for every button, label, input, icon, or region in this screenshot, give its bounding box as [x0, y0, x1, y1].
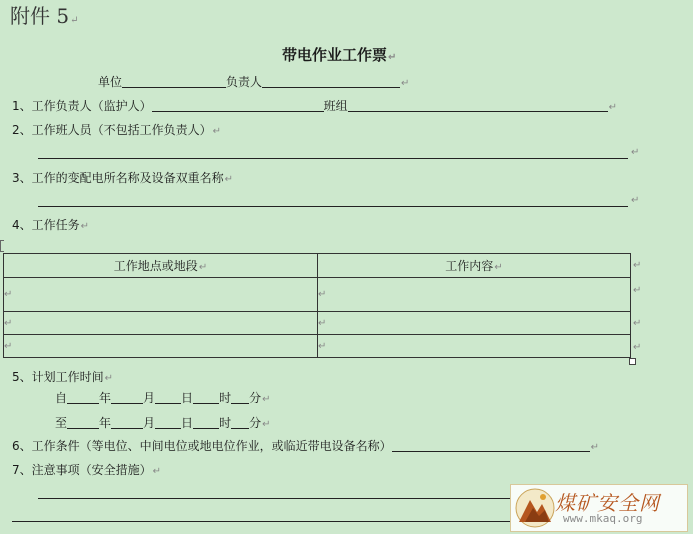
location-cell[interactable]: ↵	[4, 312, 318, 335]
header-line: 单位 负责人 ↵	[98, 75, 410, 89]
team-field[interactable]	[348, 99, 608, 112]
watermark-logo	[510, 484, 688, 532]
item-3-line: 3、工作的变配电所名称及设备双重名称↵	[12, 171, 234, 185]
row-end-mark: ↵	[633, 285, 642, 296]
location-cell[interactable]: ↵	[4, 278, 318, 312]
from-month-field[interactable]	[111, 391, 143, 404]
content-cell[interactable]: ↵	[318, 278, 631, 312]
content-cell[interactable]: ↵	[318, 335, 631, 358]
item-5-line: 5、计划工作时间↵	[12, 370, 114, 384]
logo-title: 煤矿安全网	[555, 491, 660, 515]
item7-fill-line-1[interactable]	[38, 498, 510, 499]
item4-label: 4、工作任务	[12, 218, 80, 232]
from-year-field[interactable]	[67, 391, 99, 404]
table-resize-handle[interactable]	[629, 358, 636, 365]
col-location-header: 工作地点或地段↵	[4, 254, 318, 278]
to-day-field[interactable]	[155, 416, 181, 429]
table-header-row	[4, 254, 631, 278]
conditions-field[interactable]	[392, 439, 590, 452]
item-7-line: 7、注意事项（安全措施）↵	[12, 463, 162, 477]
table-row[interactable]	[4, 278, 631, 312]
to-hour-field[interactable]	[193, 416, 219, 429]
leader-field[interactable]	[152, 99, 324, 112]
item-6-line: 6、工作条件（等电位、中间电位或地电位作业，或临近带电设备名称） ↵	[12, 439, 600, 453]
title-text: 带电作业工作票	[282, 46, 388, 64]
attachment-label: 附件 5↵	[10, 4, 79, 28]
col-content-header: 工作内容↵	[318, 254, 631, 278]
content-cell[interactable]: ↵	[318, 312, 631, 335]
table-anchor-mark	[0, 240, 4, 252]
responsible-field[interactable]	[262, 75, 400, 88]
item3-fill-return: ↵	[631, 195, 640, 206]
table-row[interactable]	[4, 335, 631, 358]
time-from-line: 自 年 月 日 时 分↵	[55, 391, 271, 405]
item6-label: 6、工作条件（等电位、中间电位或地电位作业，或临近带电设备名称）	[12, 439, 392, 453]
row-end-mark: ↵	[633, 260, 642, 271]
attachment-text: 附件 5	[10, 4, 70, 28]
item3-fill-line[interactable]	[38, 206, 628, 207]
time-to-line: 至 年 月 日 时 分↵	[55, 416, 271, 430]
item-4-line: 4、工作任务↵	[12, 218, 90, 232]
table-row[interactable]	[4, 312, 631, 335]
mountain-logo-icon	[515, 488, 555, 528]
logo-url: www.mkaq.org	[563, 512, 643, 525]
to-year-field[interactable]	[67, 416, 99, 429]
item2-fill-return: ↵	[631, 147, 640, 158]
item3-label: 3、工作的变配电所名称及设备双重名称	[12, 171, 224, 185]
item-2-line: 2、工作班人员（不包括工作负责人）↵	[12, 123, 222, 137]
from-day-field[interactable]	[155, 391, 181, 404]
to-month-field[interactable]	[111, 416, 143, 429]
item2-label: 2、工作班人员（不包括工作负责人）	[12, 123, 212, 137]
item2-fill-line[interactable]	[38, 158, 628, 159]
responsible-label: 负责人	[226, 75, 263, 89]
item1-label: 1、工作负责人（监护人）	[12, 99, 152, 113]
from-hour-field[interactable]	[193, 391, 219, 404]
row-end-mark: ↵	[633, 318, 642, 329]
unit-label: 单位	[98, 75, 123, 89]
item7-label: 7、注意事项（安全措施）	[12, 463, 152, 477]
to-label: 至	[55, 416, 68, 430]
work-task-table	[3, 253, 631, 358]
unit-field[interactable]	[122, 75, 226, 88]
item5-label: 5、计划工作时间	[12, 370, 104, 384]
item-1-line: 1、工作负责人（监护人） 班组 ↵	[12, 99, 618, 113]
location-cell[interactable]: ↵	[4, 335, 318, 358]
team-label: 班组	[323, 99, 348, 113]
document-title: 带电作业工作票↵	[282, 46, 397, 64]
item7-fill-line-2[interactable]	[12, 521, 510, 522]
from-minute-field[interactable]	[231, 391, 249, 404]
row-end-mark: ↵	[633, 342, 642, 353]
to-minute-field[interactable]	[231, 416, 249, 429]
from-label: 自	[55, 391, 68, 405]
